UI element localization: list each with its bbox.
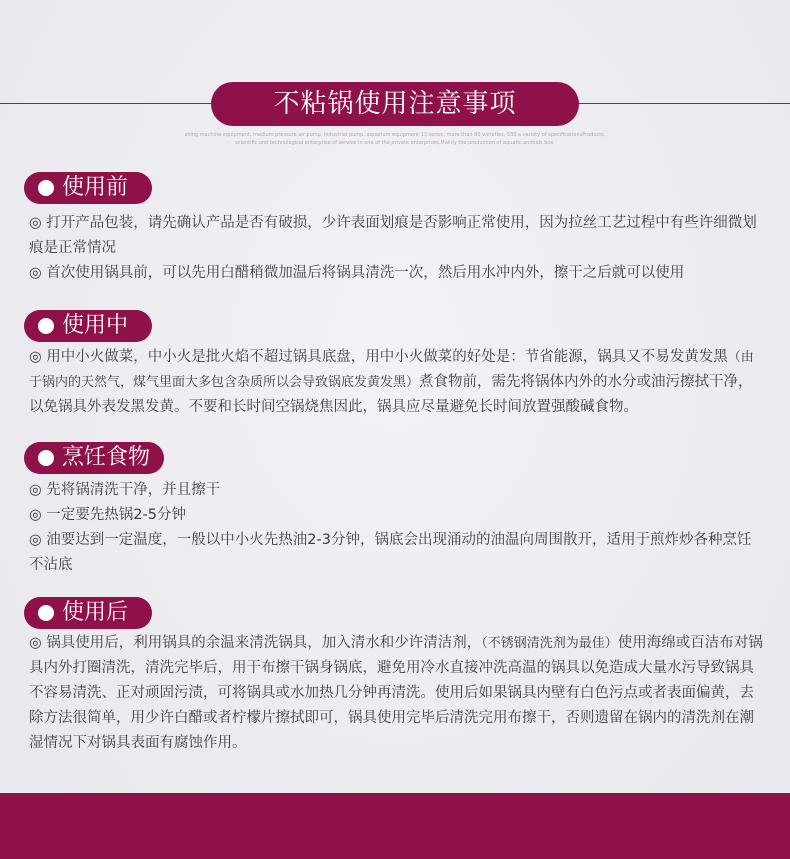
paragraph: ◎ 打开产品包装，请先确认产品是否有破损，少许表面划痕是否影响正常使用，因为拉丝工艺过程中有些许细微划痕是正常情况 xyxy=(29,215,757,256)
paragraph-text: ◎ 用中小火做菜，中小火是批火焰不超过锅具底盘，用中小火做菜的好处是：节省能源，锅具又不易发黄发黑 xyxy=(29,349,728,365)
section-body-before-use xyxy=(29,211,765,286)
paragraph-note: （不锈钢清洗剂为最佳） xyxy=(481,636,618,651)
section-title: 烹饪食物 xyxy=(62,445,151,470)
section-title: 使用后 xyxy=(62,600,129,625)
paragraph-text: 使用海绵或百洁布对锅具内外打圈清洗，清洗完毕后，用干布擦干锅身锅底，避免用冷水直接冲洗高温的锅具以免造成大量水污导致锅具不容易清洗、正对顽固污渍，可将锅具或水加热几分钟再清洗。使用后如果锅具内壁有白色污点或者表面偏黄，去除方法很简单，用少许白醋或者柠檬片擦拭即可，锅具使用完毕后清洗完用布擦干，否则遗留在锅内的清洗剂在潮湿情况下对锅具表面有腐蚀作用。 xyxy=(29,635,763,751)
page-title: 不粘锅使用注意事项 xyxy=(211,82,579,126)
paragraph: ◎ 油要达到一定温度，一般以中小火先热油2-3分钟，锅底会出现涌动的油温向周围散开，适用于煎炸炒各种烹饪不沾底 xyxy=(29,532,752,573)
subtitle-line-2: scientific and technological enterprise of service in one of the private enterprises,Mainly the production of aquatic animals box. xyxy=(235,140,555,146)
paragraph: ◎ 先将锅清洗干净，并且擦干 xyxy=(29,482,221,498)
paragraph: ◎ 首次使用锅具前，可以先用白醋稍微加温后将锅具清洗一次，然后用水冲内外，擦干之后就可以使用 xyxy=(29,265,685,281)
paragraph: ◎ 一定要先热锅2-5分钟 xyxy=(29,507,186,523)
section-body-cooking xyxy=(29,478,765,578)
section-body-during-use xyxy=(29,345,765,420)
bullet-dot-icon xyxy=(38,180,54,196)
paragraph xyxy=(29,631,765,756)
paragraph xyxy=(29,345,765,420)
section-heading-during-use xyxy=(24,310,152,342)
bullet-dot-icon xyxy=(38,450,54,466)
page-subtitle xyxy=(150,131,640,147)
paragraph-text: 煮食物前，需先将锅体内外的水分或油污擦拭干净，以免锅具外表发黑发黄。不要和长时间空锅烧焦因此，锅具应尽量避免长时间放置强酸碱食物。 xyxy=(29,374,753,415)
section-title: 使用前 xyxy=(62,175,129,200)
footer-band xyxy=(0,793,790,859)
paragraph-text: ◎ 锅具使用后，利用锅具的余温来清洗锅具，加入清水和少许清洁剂， xyxy=(29,635,482,651)
bullet-dot-icon xyxy=(38,318,54,334)
bullet-dot-icon xyxy=(38,605,54,621)
subtitle-line-1: shing machine equipment, medium pressure air pump, industrial pump, aquarium equipment 13 series, more than 90 varieties, 530 a variety of specificationsProducts, xyxy=(184,132,606,138)
section-title: 使用中 xyxy=(62,313,129,338)
section-heading-before-use xyxy=(24,172,152,204)
paragraph-note: （由于锅内的天然气，煤气里面大多包含杂质所以会导致锅底发黄发黑） xyxy=(29,350,754,390)
section-heading-after-use xyxy=(24,597,152,629)
section-heading-cooking xyxy=(24,442,164,474)
section-body-after-use xyxy=(29,631,765,756)
